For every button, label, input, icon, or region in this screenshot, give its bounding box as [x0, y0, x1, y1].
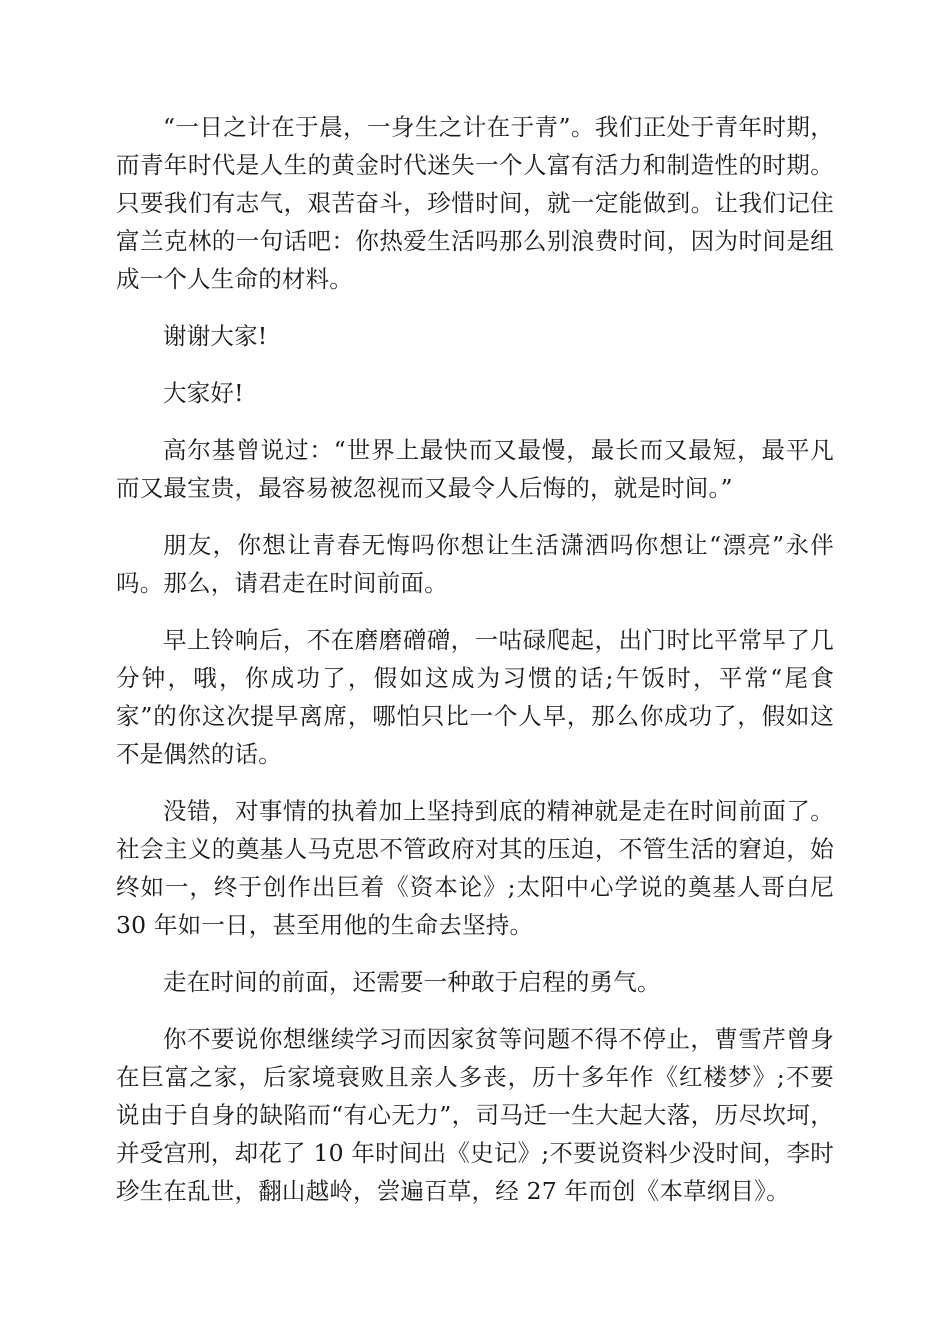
- paragraph-persistence: 没错，对事情的执着加上坚持到底的精神就是走在时间前面了。社会主义的奠基人马克思不管政府对其的压迫，不管生活的窘迫，始终如一，终于创作出巨着《资本论》;太阳中心学说的奠基人哥白尼 30 年如一日，甚至用他的生命去坚持。: [116, 797, 834, 939]
- paragraph-opening-quote: “一日之计在于晨，一身生之计在于青”。我们正处于青年时期，而青年时代是人生的黄金时代迷失一个人富有活力和制造性的时期。只要我们有志气，艰苦奋斗，珍惜时间，就一定能做到。让我们记住富兰克林的一句话吧：你热爱生活吗那么别浪费时间，因为时间是组成一个人生命的材料。: [116, 113, 834, 293]
- paragraph-morning: 早上铃响后，不在磨磨磳磳，一咕碌爬起，出门时比平常早了几分钟，哦，你成功了，假如这成为习惯的话;午饭时，平常“尾食家”的你这次提早离席，哪怕只比一个人早，那么你成功了，假如这不是偶然的话。: [116, 626, 834, 768]
- document-page: [116, 108, 834, 1229]
- paragraph-examples: 你不要说你想继续学习而因家贫等问题不得不停止，曹雪芹曾身在巨富之家，后家境衰败且亲人多丧，历十多年作《红楼梦》;不要说由于自身的缺陷而“有心无力”，司马迁一生大起大落，历尽坎坷，并受宫刑，却花了 10 年时间出《史记》;不要说资料少没时间，李时珍生在乱世，翻山越岭，尝遍百草，经 27 年而创《本草纲目》。: [116, 1025, 834, 1205]
- paragraph-greeting: 大家好!: [163, 379, 244, 407]
- paragraph-courage: 走在时间的前面，还需要一种敢于启程的勇气。: [163, 968, 661, 996]
- paragraph-thanks: 谢谢大家!: [163, 322, 268, 350]
- paragraph-friend: 朋友，你想让青春无悔吗你想让生活潇洒吗你想让“漂亮”永伴吗。那么，请君走在时间前面。: [116, 531, 834, 597]
- paragraph-gorky-quote: 高尔基曾说过：“世界上最快而又最慢，最长而又最短，最平凡而又最宝贵，最容易被忽视而又最令人后悔的，就是时间。”: [116, 436, 834, 502]
